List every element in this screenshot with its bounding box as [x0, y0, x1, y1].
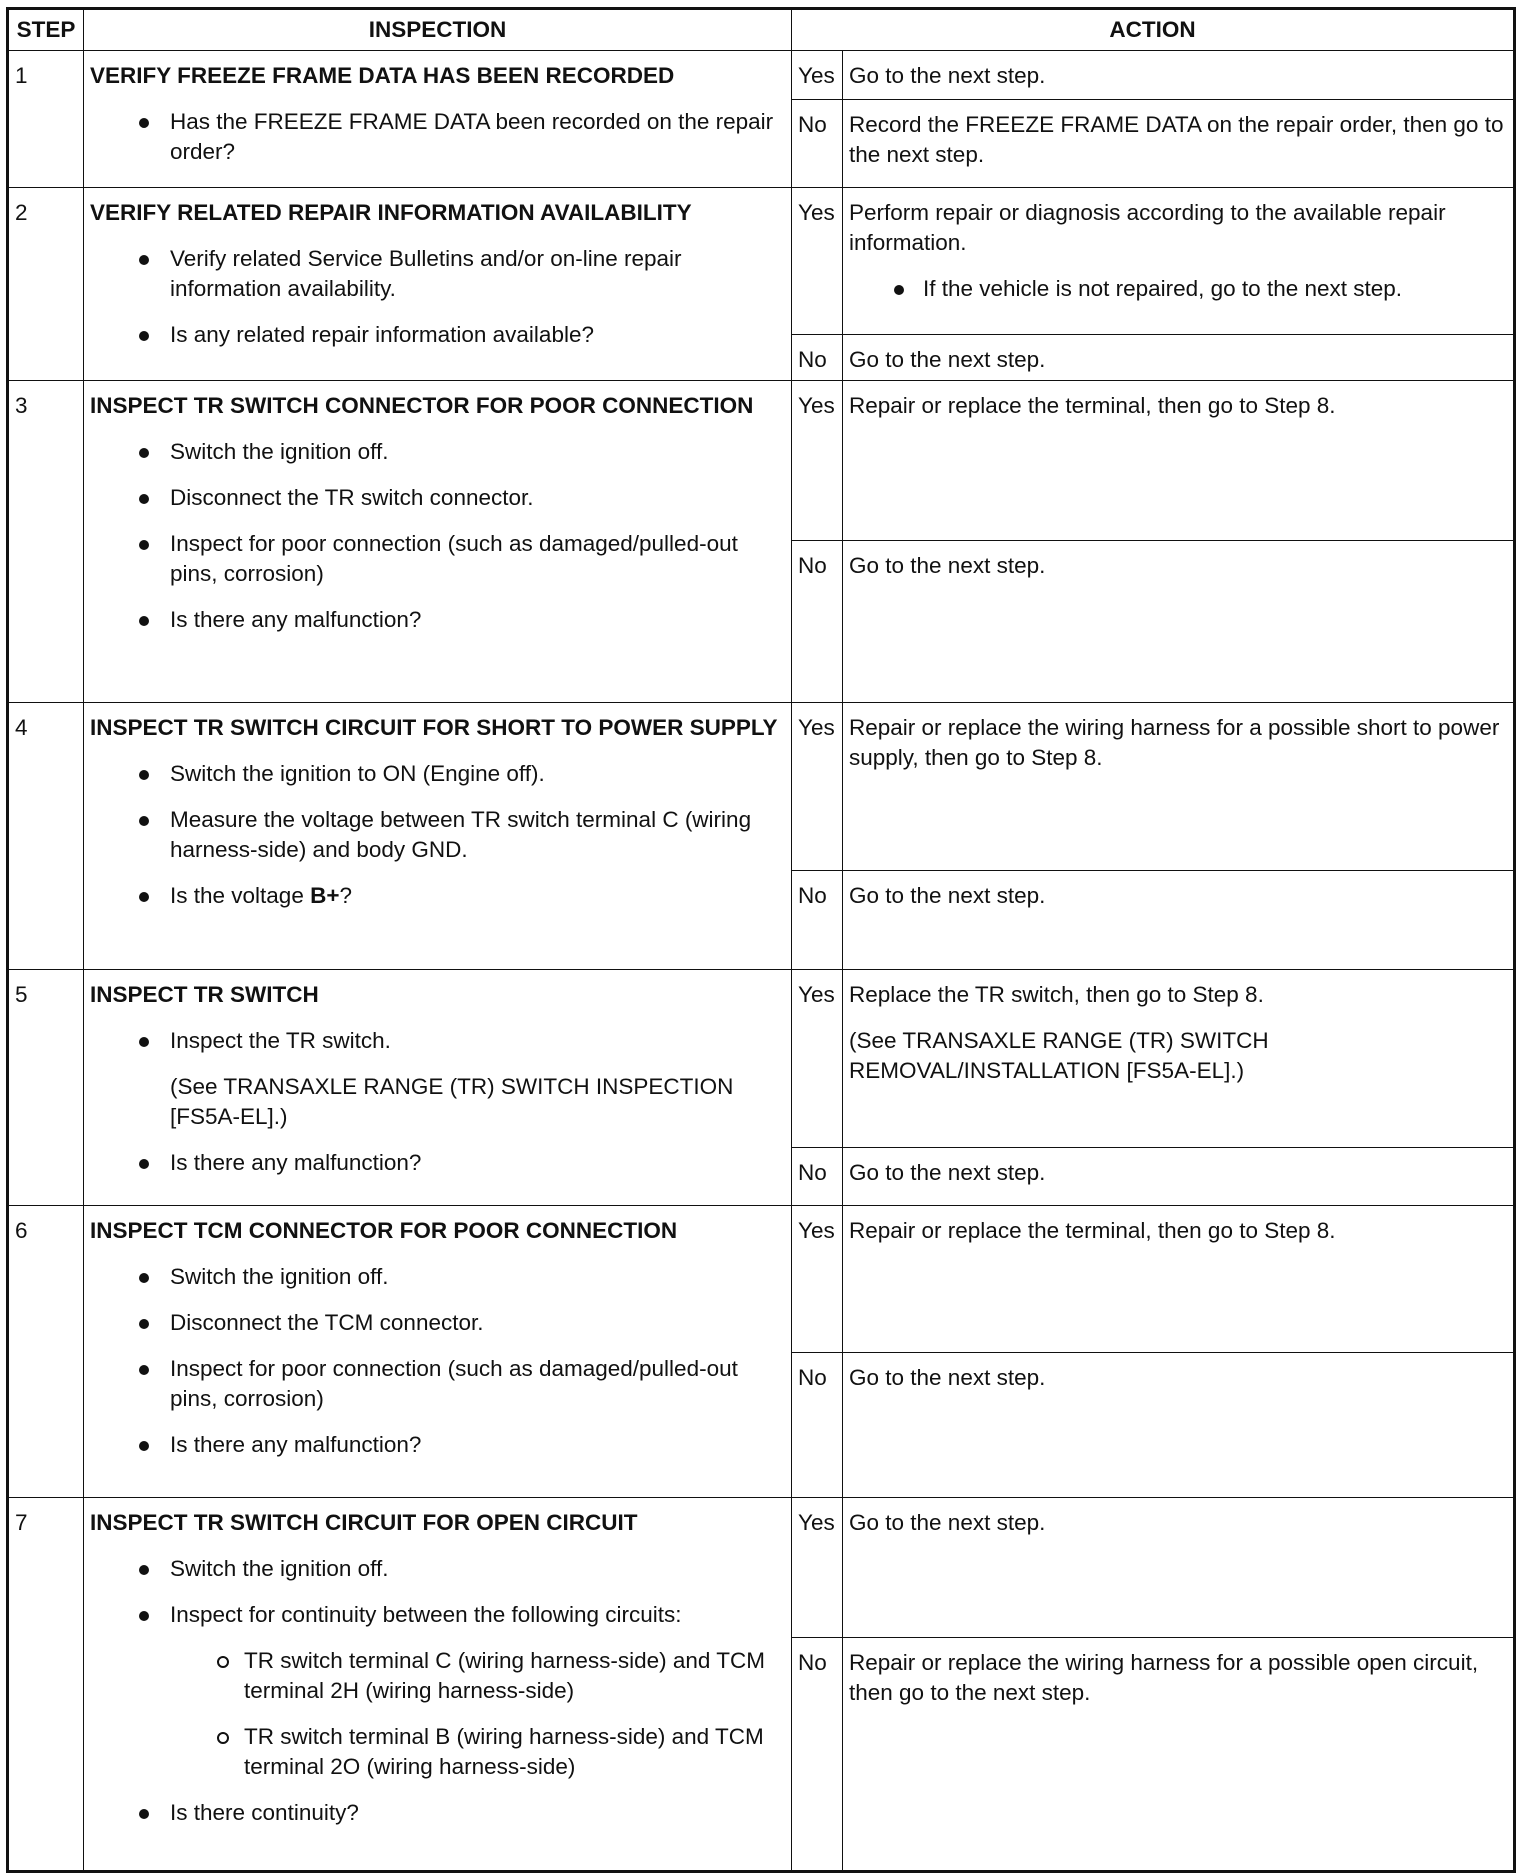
- step-6-inspection: [84, 1206, 792, 1498]
- step-2-number: 2: [8, 188, 84, 381]
- step-6-title: INSPECT TCM CONNECTOR FOR POOR CONNECTION: [90, 1218, 678, 1243]
- step-2-yes-bullets: [849, 274, 1507, 304]
- step-4-bullet-3-prefix: Is the voltage: [170, 883, 311, 908]
- step-6-bullet-4: Is there any malfunction?: [90, 1430, 785, 1460]
- step-5-no-label: No: [792, 1148, 843, 1206]
- step-1-inspection: [84, 51, 792, 188]
- step-2-title: VERIFY RELATED REPAIR INFORMATION AVAILABILITY: [90, 200, 692, 225]
- step-7-yes-action: Go to the next step.: [843, 1498, 1515, 1638]
- step-2-bullet-1: Verify related Service Bulletins and/or on-line repair information availability.: [90, 244, 785, 304]
- step-7-title: INSPECT TR SWITCH CIRCUIT FOR OPEN CIRCUIT: [90, 1510, 638, 1535]
- diagnostic-procedure-page: [6, 7, 1513, 1855]
- step-1-number: 1: [8, 51, 84, 188]
- step-5-title: INSPECT TR SWITCH: [90, 982, 319, 1007]
- step-6-bullets: [90, 1262, 785, 1460]
- step-7-no-action: Repair or replace the wiring harness for a possible open circuit, then go to the next step.: [843, 1638, 1515, 1872]
- step-4-bullet-1: Switch the ignition to ON (Engine off).: [90, 759, 785, 789]
- step-4-no-action: Go to the next step.: [843, 871, 1515, 970]
- step-3-no-action: Go to the next step.: [843, 541, 1515, 703]
- action-column-header: ACTION: [792, 9, 1515, 51]
- step-6-yes-action: Repair or replace the terminal, then go to Step 8.: [843, 1206, 1515, 1353]
- step-5-yes-reference: (See TRANSAXLE RANGE (TR) SWITCH REMOVAL/INSTALLATION [FS5A-EL].): [849, 1028, 1269, 1083]
- step-4-number: 4: [8, 703, 84, 970]
- step-3-inspection: [84, 381, 792, 703]
- step-5-yes-action-cell: [843, 970, 1515, 1148]
- step-3-bullet-3: Inspect for poor connection (such as damaged/pulled-out pins, corrosion): [90, 529, 785, 589]
- step-2-yes-row: [8, 188, 1515, 335]
- step-7-circuit-2: TR switch terminal B (wiring harness-side) and TCM terminal 2O (wiring harness-side): [170, 1722, 785, 1782]
- step-7-circuit-list: [170, 1646, 785, 1782]
- step-1-yes-row: [8, 51, 1515, 100]
- step-4-inspection: [84, 703, 792, 970]
- step-4-bullet-3: [90, 881, 785, 911]
- step-7-yes-label: Yes: [792, 1498, 843, 1638]
- step-6-bullet-2: Disconnect the TCM connector.: [90, 1308, 785, 1338]
- step-5-no-action: Go to the next step.: [843, 1148, 1515, 1206]
- step-7-circuit-1: TR switch terminal C (wiring harness-side) and TCM terminal 2H (wiring harness-side): [170, 1646, 785, 1706]
- step-2-yes-action-cell: [843, 188, 1515, 335]
- step-6-bullet-3: Inspect for poor connection (such as damaged/pulled-out pins, corrosion): [90, 1354, 785, 1414]
- inspection-column-header: INSPECTION: [84, 9, 792, 51]
- step-2-yes-bullet: If the vehicle is not repaired, go to the next step.: [849, 274, 1507, 304]
- step-7-bullet-2: [90, 1600, 785, 1782]
- step-6-number: 6: [8, 1206, 84, 1498]
- diagnostic-procedure-table: [6, 7, 1516, 1873]
- step-6-no-label: No: [792, 1353, 843, 1498]
- step-5-yes-label: Yes: [792, 970, 843, 1148]
- step-3-yes-row: [8, 381, 1515, 541]
- step-3-bullet-4: Is there any malfunction?: [90, 605, 785, 635]
- step-5-bullet-2: Is there any malfunction?: [90, 1148, 785, 1178]
- step-3-no-label: No: [792, 541, 843, 703]
- step-3-bullet-2: Disconnect the TR switch connector.: [90, 483, 785, 513]
- step-1-yes-label: Yes: [792, 51, 843, 100]
- step-1-no-label: No: [792, 99, 843, 187]
- step-1-no-action: Record the FREEZE FRAME DATA on the repair order, then go to the next step.: [843, 99, 1515, 187]
- step-2-yes-label: Yes: [792, 188, 843, 335]
- step-2-no-action: Go to the next step.: [843, 335, 1515, 381]
- step-7-bullet-3: Is there continuity?: [90, 1798, 785, 1828]
- step-4-voltage-value: B+: [310, 883, 340, 908]
- step-7-no-label: No: [792, 1638, 843, 1872]
- step-1-title: VERIFY FREEZE FRAME DATA HAS BEEN RECORDED: [90, 63, 675, 88]
- step-5-inspection: [84, 970, 792, 1206]
- step-6-yes-row: [8, 1206, 1515, 1353]
- step-5-bullets: [90, 1026, 785, 1178]
- step-4-bullet-2: Measure the voltage between TR switch terminal C (wiring harness-side) and body GND.: [90, 805, 785, 865]
- step-3-title: INSPECT TR SWITCH CONNECTOR FOR POOR CONNECTION: [90, 393, 754, 418]
- step-2-bullets: [90, 244, 785, 350]
- step-4-bullets: [90, 759, 785, 911]
- step-2-bullet-2: Is any related repair information available?: [90, 320, 785, 350]
- step-4-yes-row: [8, 703, 1515, 871]
- step-3-yes-action: Repair or replace the terminal, then go to Step 8.: [843, 381, 1515, 541]
- step-5-bullet-1: [90, 1026, 785, 1132]
- step-column-header: STEP: [8, 9, 84, 51]
- step-7-bullets: [90, 1554, 785, 1828]
- step-1-yes-action: Go to the next step.: [843, 51, 1515, 100]
- step-4-title: INSPECT TR SWITCH CIRCUIT FOR SHORT TO POWER SUPPLY: [90, 715, 778, 740]
- step-7-inspection: [84, 1498, 792, 1872]
- step-4-yes-label: Yes: [792, 703, 843, 871]
- step-7-number: 7: [8, 1498, 84, 1872]
- step-6-yes-label: Yes: [792, 1206, 843, 1353]
- step-6-bullet-1: Switch the ignition off.: [90, 1262, 785, 1292]
- step-7-yes-row: [8, 1498, 1515, 1638]
- step-4-yes-action: Repair or replace the wiring harness for a possible short to power supply, then go to Step 8.: [843, 703, 1515, 871]
- step-5-number: 5: [8, 970, 84, 1206]
- step-3-yes-label: Yes: [792, 381, 843, 541]
- step-2-inspection: [84, 188, 792, 381]
- step-1-bullets: [90, 107, 785, 167]
- step-4-bullet-3-suffix: ?: [339, 883, 352, 908]
- step-2-no-label: No: [792, 335, 843, 381]
- step-3-bullets: [90, 437, 785, 635]
- step-3-bullet-1: Switch the ignition off.: [90, 437, 785, 467]
- step-4-no-label: No: [792, 871, 843, 970]
- header-row: [8, 9, 1515, 51]
- step-7-bullet-1: Switch the ignition off.: [90, 1554, 785, 1584]
- step-5-yes-action: Replace the TR switch, then go to Step 8.: [849, 982, 1264, 1007]
- step-7-bullet-2-text: Inspect for continuity between the following circuits:: [170, 1602, 682, 1627]
- step-6-no-action: Go to the next step.: [843, 1353, 1515, 1498]
- step-2-yes-action: Perform repair or diagnosis according to the available repair information.: [849, 200, 1446, 255]
- step-5-inspection-reference: (See TRANSAXLE RANGE (TR) SWITCH INSPECTION [FS5A-EL].): [170, 1074, 734, 1129]
- step-3-number: 3: [8, 381, 84, 703]
- step-5-bullet-1-text: Inspect the TR switch.: [170, 1028, 391, 1053]
- step-1-bullet-1: Has the FREEZE FRAME DATA been recorded on the repair order?: [90, 107, 785, 167]
- step-5-yes-row: [8, 970, 1515, 1148]
